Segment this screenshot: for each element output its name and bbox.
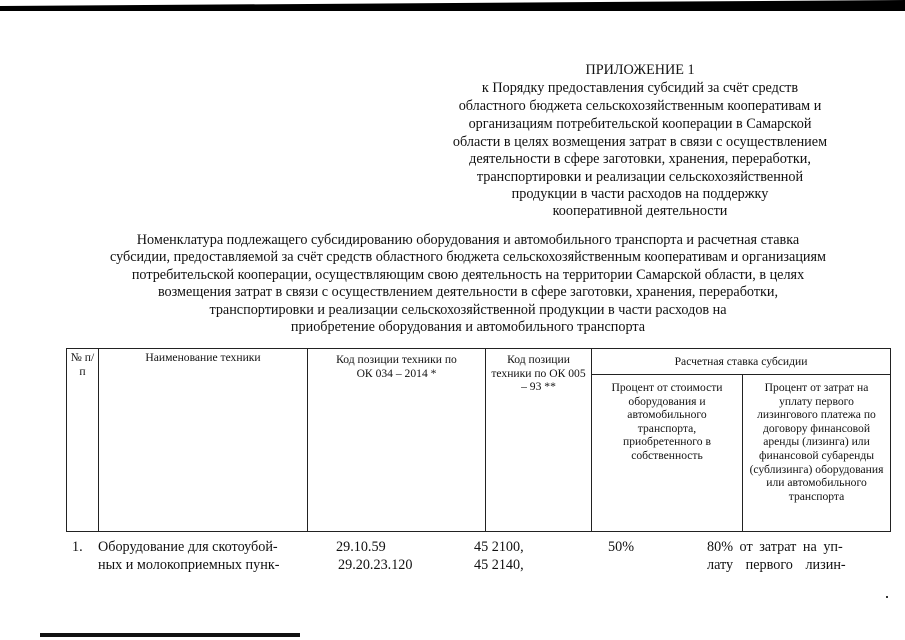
row-rate-own: 50% [608, 539, 635, 555]
appendix-line: продукции в части расходов на поддержку [511, 186, 769, 202]
row-okof: 45 2140, [474, 557, 524, 573]
title-line: приобретение оборудования и автомобильного транспорта [290, 319, 646, 335]
row-okpd: 29.10.59 [336, 539, 386, 555]
appendix-line: к Порядку предоставления субсидий за счёт средств [481, 80, 799, 96]
header-rate-lease: Процент от затрат на уплату первого лизингового платежа по договору финансовой аренды (лизинга) или финансовой субаренды (сублизинга) оборудования или автомобильного транспорта [743, 375, 891, 532]
header-name: Наименование техники [99, 349, 308, 532]
row-num: 1. [72, 539, 83, 555]
header-rate: Расчетная ставка субсидии [592, 349, 891, 375]
row-okpd: 29.20.23.120 [338, 557, 413, 573]
appendix-line: областного бюджета сельскохозяйственным кооперативам и [458, 98, 822, 114]
header-okof: Код позиции техники по ОК 005 – 93 ** [486, 349, 592, 532]
subsidy-table-header [66, 348, 891, 532]
appendix-heading: ПРИЛОЖЕНИЕ 1 [585, 62, 695, 78]
appendix-line: организациям потребительской кооперации в Самарской [468, 116, 812, 132]
title-line: транспортировки и реализации сельскохозяйственной продукции в части расходов на [209, 302, 727, 318]
appendix-line: деятельности в сфере заготовки, хранения, переработки, [469, 151, 811, 167]
scan-edge-shadow [0, 0, 905, 14]
row-okof: 45 2100, [474, 539, 524, 555]
scan-speck [886, 596, 888, 598]
appendix-line: области в целях возмещения затрат в связи с осуществлением [452, 134, 828, 150]
row-rate-lease: 80% от затрат на уп- [707, 539, 843, 555]
title-line: потребительской кооперации, осуществляющим свою деятельность на территории Самарской области, в целях [131, 267, 805, 283]
appendix-line: транспортировки и реализации сельскохозяйственной [476, 169, 804, 185]
header-rate-own: Процент от стоимости оборудования и автомобильного транспорта, приобретенного в собственность [592, 375, 743, 532]
header-okpd: Код позиции техники по ОК 034 – 2014 * [308, 349, 486, 532]
row-rate-lease: лату первого лизин- [707, 557, 846, 573]
appendix-line: кооперативной деятельности [552, 203, 728, 219]
header-num: № п/п [67, 349, 99, 532]
title-line: возмещения затрат в связи с осуществлением деятельности в сфере заготовки, хранения, переработки, [157, 284, 779, 300]
title-line: субсидии, предоставляемой за счёт средств областного бюджета сельскохозяйственным кооперативам и организациям [109, 249, 827, 265]
row-name-line: Оборудование для скотоубой- [98, 539, 278, 555]
row-name-line: ных и молокоприемных пунк- [98, 557, 280, 573]
scan-bottom-line [40, 633, 300, 637]
title-line: Номенклатура подлежащего субсидированию оборудования и автомобильного транспорта и расчетная ставка [136, 232, 800, 248]
